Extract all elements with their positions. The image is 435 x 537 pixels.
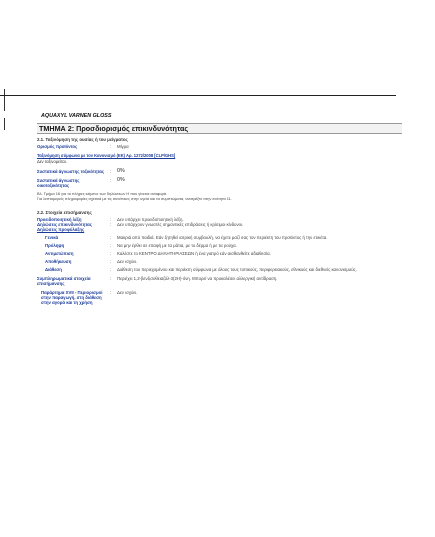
precaution-row	[37, 267, 402, 272]
precaution-disposal-label: Διάθεση	[45, 267, 62, 272]
left-margin-rule	[4, 89, 5, 111]
unknown-toxicity-label: Συστατικά άγνωστης τοξικότητας	[37, 169, 105, 174]
note-section-16: Βλ. Τμήμα 16 για το πλήρες κείμενο των δηλώσεων H που γίνεται αναφορά.	[37, 191, 168, 196]
subsection-2-2-heading: 2.2. Στοιχεία επισήμανσης	[37, 210, 92, 215]
colon: :	[110, 251, 112, 256]
precaution-row	[37, 243, 402, 248]
unknown-toxicity-row	[37, 169, 402, 174]
product-definition-value: Μίγμα	[117, 144, 129, 149]
annex-row	[37, 290, 402, 311]
signal-word-label: Προειδοποιητική λέξη	[37, 217, 82, 222]
precaution-disposal-value: Διάθεση του περιεχομένου και περιέκτη σύμφωνα με όλους τους τοπικούς, περιφερειακούς, εθνικούς και διεθνείς κανονισμούς.	[117, 267, 357, 272]
unknown-ecotoxicity-value: 0%	[117, 177, 125, 183]
annex-label: Παράρτημα XVII - Περιορισμοί στην παραγωγή, στη διάθεση στην αγορά και τη χρήση	[41, 290, 103, 305]
product-name: AQUAXYL VARNEN GLOSS	[41, 113, 112, 119]
precaution-row	[37, 235, 402, 240]
precaution-prevention-label: Πρόληψη	[45, 243, 65, 248]
colon: :	[110, 144, 112, 149]
colon: :	[110, 217, 112, 222]
supplemental-row	[37, 276, 402, 286]
supplemental-value: Περιέχει 1,2-βενζισοθειαζόλ-3(2Η)-όνη. Μπορεί να προκαλέσει αλλεργική αντίδραση.	[117, 276, 278, 281]
note-section-11: Για λεπτομερείς πληροφορίες σχετικά με τις συνέπειες στην υγεία και τα συμπτώματα, ανατρέξτε στην ενότητα 11.	[37, 196, 232, 201]
colon: :	[110, 243, 112, 248]
precaution-general-label: Γενικά	[45, 235, 59, 240]
precaution-row	[37, 251, 402, 256]
hazard-statements-value: Δεν υπάρχουν γνωστές σημαντικές επιδράσεις ή κρίσιμοι κίνδυνοι.	[117, 222, 244, 227]
precautionary-heading-row	[37, 227, 402, 232]
colon: :	[110, 290, 112, 295]
colon: :	[110, 267, 112, 272]
hazard-statements-label: Δηλώσεις επικινδυνότητας	[37, 222, 93, 227]
colon: :	[110, 235, 112, 240]
colon: :	[110, 169, 112, 174]
precaution-storage-label: Αποθήκευση	[45, 259, 72, 264]
not-classified-text: Δεν ταξινομείται.	[37, 159, 67, 164]
precautionary-heading: Δηλώσεις προφύλαξης	[37, 227, 85, 232]
product-definition-label: Ορισμός προϊόντος	[37, 144, 78, 149]
precaution-response-value: Καλέστε το ΚΕΝΤΡΟ ΔΗΛΗΤΗΡΙΑΣΕΩΝ ή ένα γιατρό εάν αισθανθείτε αδιαθεσία.	[117, 251, 271, 256]
section-title: ΤΜΗΜΑ 2: Προσδιορισμός επικινδυνότητας	[37, 123, 402, 134]
unknown-ecotoxicity-row	[37, 178, 402, 188]
page-top-rule	[0, 95, 396, 96]
regulation-link[interactable]: Ταξινόμηση σύμφωνα με τον Κανονισμό (ΕΚ) Αρ. 1272/2008 [CLP/GHS]	[37, 153, 176, 158]
precaution-storage-value: Δεν ισχύει.	[117, 259, 138, 264]
precaution-response-label: Αντιμετώπιση	[45, 251, 74, 256]
colon: :	[110, 178, 112, 183]
left-margin-rule-lower	[4, 118, 5, 130]
product-definition-row	[37, 144, 402, 149]
annex-value: Δεν ισχύει.	[117, 290, 138, 295]
precaution-general-value: Μακριά από παιδιά. Εάν ζητηθεί ιατρική συμβουλή, να έχετε μαζί σας τον περιέκτη του προϊόντος ή την ετικέτα.	[117, 235, 328, 240]
signal-word-value: Δεν υπάρχει προειδοποιητική λέξη.	[117, 217, 184, 222]
colon: :	[110, 222, 112, 227]
colon: :	[110, 259, 112, 264]
colon: :	[110, 276, 112, 281]
supplemental-label: Συμπληρωματικά στοιχεία επισήμανσης	[37, 276, 91, 286]
unknown-toxicity-value: 0%	[117, 168, 125, 174]
precaution-prevention-value: Να μην έρθει σε επαφή με τα μάτια, με το δέρμα ή με τα ρούχα.	[117, 243, 237, 248]
precaution-row	[37, 259, 402, 264]
unknown-ecotoxicity-label: Συστατικά άγνωστης οικοτοξικότητας	[37, 178, 80, 188]
subsection-2-1-heading: 2.1. Ταξινόμηση της ουσίας ή του μείγματος	[37, 137, 128, 142]
document-page	[37, 113, 402, 311]
